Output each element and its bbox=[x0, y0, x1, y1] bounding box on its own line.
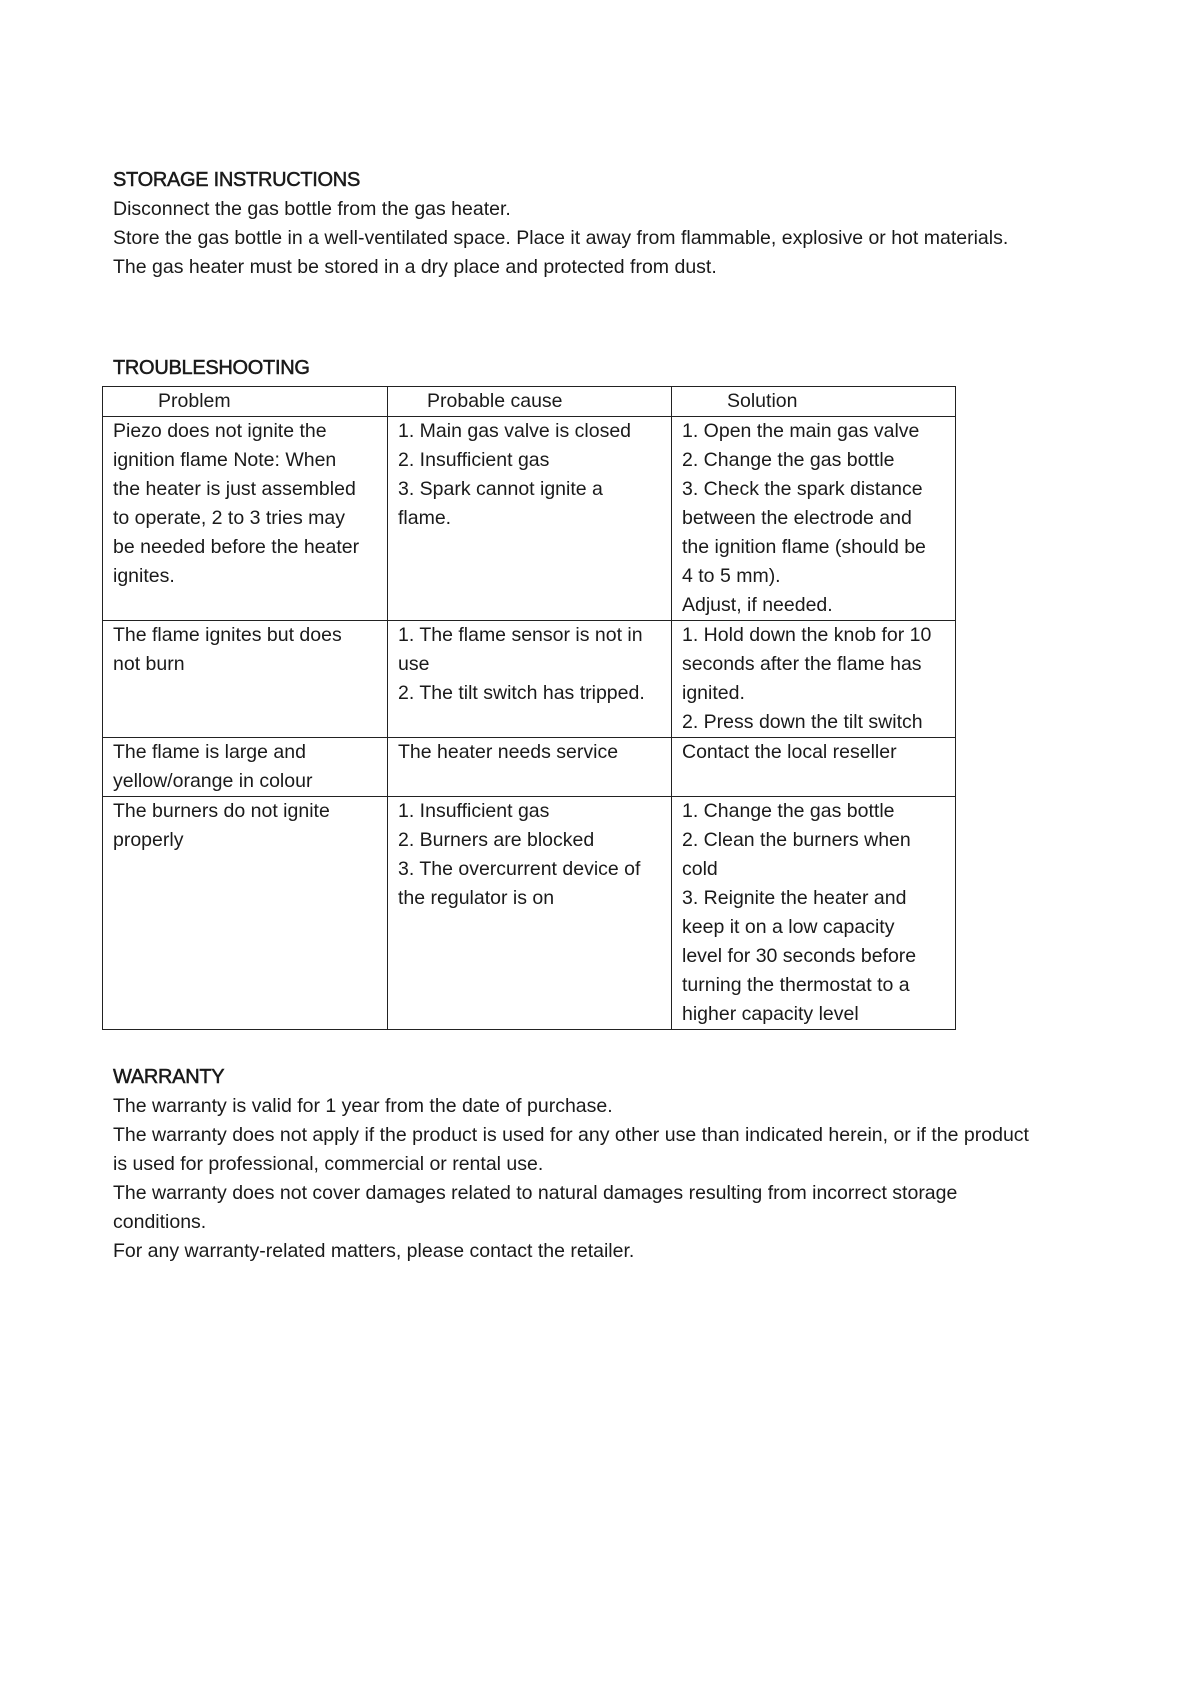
cell-line: higher capacity level bbox=[682, 1003, 859, 1025]
storage-line: The gas heater must be stored in a dry place and protected from dust. bbox=[113, 256, 717, 278]
cell-line: yellow/orange in colour bbox=[113, 770, 313, 792]
cell-line: 1. Hold down the knob for 10 bbox=[682, 624, 932, 646]
cell-line: Contact the local reseller bbox=[682, 741, 897, 763]
warranty-line: is used for professional, commercial or rental use. bbox=[113, 1153, 544, 1175]
cell-line: 1. The flame sensor is not in bbox=[398, 624, 643, 646]
troubleshooting-heading: TROUBLESHOOTING bbox=[113, 357, 310, 379]
cell-line: 3. Spark cannot ignite a bbox=[398, 478, 603, 500]
cell-line: 1. Main gas valve is closed bbox=[398, 420, 632, 442]
cell-line: be needed before the heater bbox=[113, 536, 360, 558]
cell-cause bbox=[388, 621, 672, 738]
cell-line: seconds after the flame has bbox=[682, 653, 922, 675]
cell-problem bbox=[103, 417, 388, 621]
cell-line: The flame is large and bbox=[113, 741, 306, 763]
troubleshooting-section bbox=[113, 354, 310, 383]
cell-line: the regulator is on bbox=[398, 887, 555, 909]
cell-line: ignited. bbox=[682, 682, 745, 704]
warranty-line: The warranty is valid for 1 year from the date of purchase. bbox=[113, 1095, 613, 1117]
column-header-solution: Solution bbox=[672, 387, 956, 417]
storage-section bbox=[113, 166, 1113, 282]
cell-line: 3. Check the spark distance bbox=[682, 478, 923, 500]
cell-line: 3. Reignite the heater and bbox=[682, 887, 907, 909]
cell-cause bbox=[388, 738, 672, 797]
cell-line: the ignition flame (should be bbox=[682, 536, 926, 558]
cell-solution bbox=[672, 738, 956, 797]
warranty-line: The warranty does not apply if the product is used for any other use than indicated herein, or if the product bbox=[113, 1124, 1029, 1146]
cell-line: The heater needs service bbox=[398, 741, 619, 763]
cell-cause bbox=[388, 797, 672, 1030]
storage-heading: STORAGE INSTRUCTIONS bbox=[113, 169, 360, 191]
cell-problem bbox=[103, 621, 388, 738]
cell-line: 2. Clean the burners when bbox=[682, 829, 911, 851]
cell-solution bbox=[672, 417, 956, 621]
cell-line: 1. Change the gas bottle bbox=[682, 800, 895, 822]
cell-problem bbox=[103, 797, 388, 1030]
cell-line: turning the thermostat to a bbox=[682, 974, 910, 996]
troubleshooting-table bbox=[102, 386, 956, 1030]
cell-line: 1. Open the main gas valve bbox=[682, 420, 920, 442]
cell-line: flame. bbox=[398, 507, 452, 529]
cell-problem bbox=[103, 738, 388, 797]
cell-line: ignition flame Note: When bbox=[113, 449, 337, 471]
cell-line: 2. Change the gas bottle bbox=[682, 449, 895, 471]
cell-line: to operate, 2 to 3 tries may bbox=[113, 507, 345, 529]
column-header-problem: Problem bbox=[103, 387, 388, 417]
cell-line: 2. Press down the tilt switch bbox=[682, 711, 923, 733]
cell-line: The flame ignites but does bbox=[113, 624, 342, 646]
cell-line: properly bbox=[113, 829, 184, 851]
storage-line: Disconnect the gas bottle from the gas heater. bbox=[113, 198, 511, 220]
cell-line: Adjust, if needed. bbox=[682, 594, 833, 616]
warranty-heading: WARRANTY bbox=[113, 1066, 225, 1088]
cell-line: between the electrode and bbox=[682, 507, 912, 529]
cell-line: The burners do not ignite bbox=[113, 800, 330, 822]
warranty-line: For any warranty-related matters, please contact the retailer. bbox=[113, 1240, 635, 1262]
storage-line: Store the gas bottle in a well-ventilated space. Place it away from flammable, explosive or hot materials. bbox=[113, 227, 1009, 249]
cell-line: cold bbox=[682, 858, 718, 880]
table-row bbox=[103, 621, 956, 738]
cell-line: use bbox=[398, 653, 430, 675]
cell-line: Piezo does not ignite the bbox=[113, 420, 327, 442]
cell-line: ignites. bbox=[113, 565, 175, 587]
table-row bbox=[103, 417, 956, 621]
table-row bbox=[103, 797, 956, 1030]
cell-line: not burn bbox=[113, 653, 185, 675]
cell-line: 4 to 5 mm). bbox=[682, 565, 781, 587]
warranty-line: The warranty does not cover damages related to natural damages resulting from incorrect storage bbox=[113, 1182, 958, 1204]
cell-line: 2. Insufficient gas bbox=[398, 449, 550, 471]
cell-solution bbox=[672, 797, 956, 1030]
cell-line: 3. The overcurrent device of bbox=[398, 858, 641, 880]
cell-solution bbox=[672, 621, 956, 738]
cell-cause bbox=[388, 417, 672, 621]
cell-line: the heater is just assembled bbox=[113, 478, 356, 500]
cell-line: keep it on a low capacity bbox=[682, 916, 895, 938]
cell-line: 2. The tilt switch has tripped. bbox=[398, 682, 645, 704]
warranty-line: conditions. bbox=[113, 1211, 207, 1233]
column-header-cause: Probable cause bbox=[388, 387, 672, 417]
cell-line: 2. Burners are blocked bbox=[398, 829, 595, 851]
cell-line: 1. Insufficient gas bbox=[398, 800, 550, 822]
warranty-section bbox=[113, 1063, 1073, 1266]
cell-line: level for 30 seconds before bbox=[682, 945, 917, 967]
table-row bbox=[103, 738, 956, 797]
table-header-row bbox=[103, 387, 956, 417]
